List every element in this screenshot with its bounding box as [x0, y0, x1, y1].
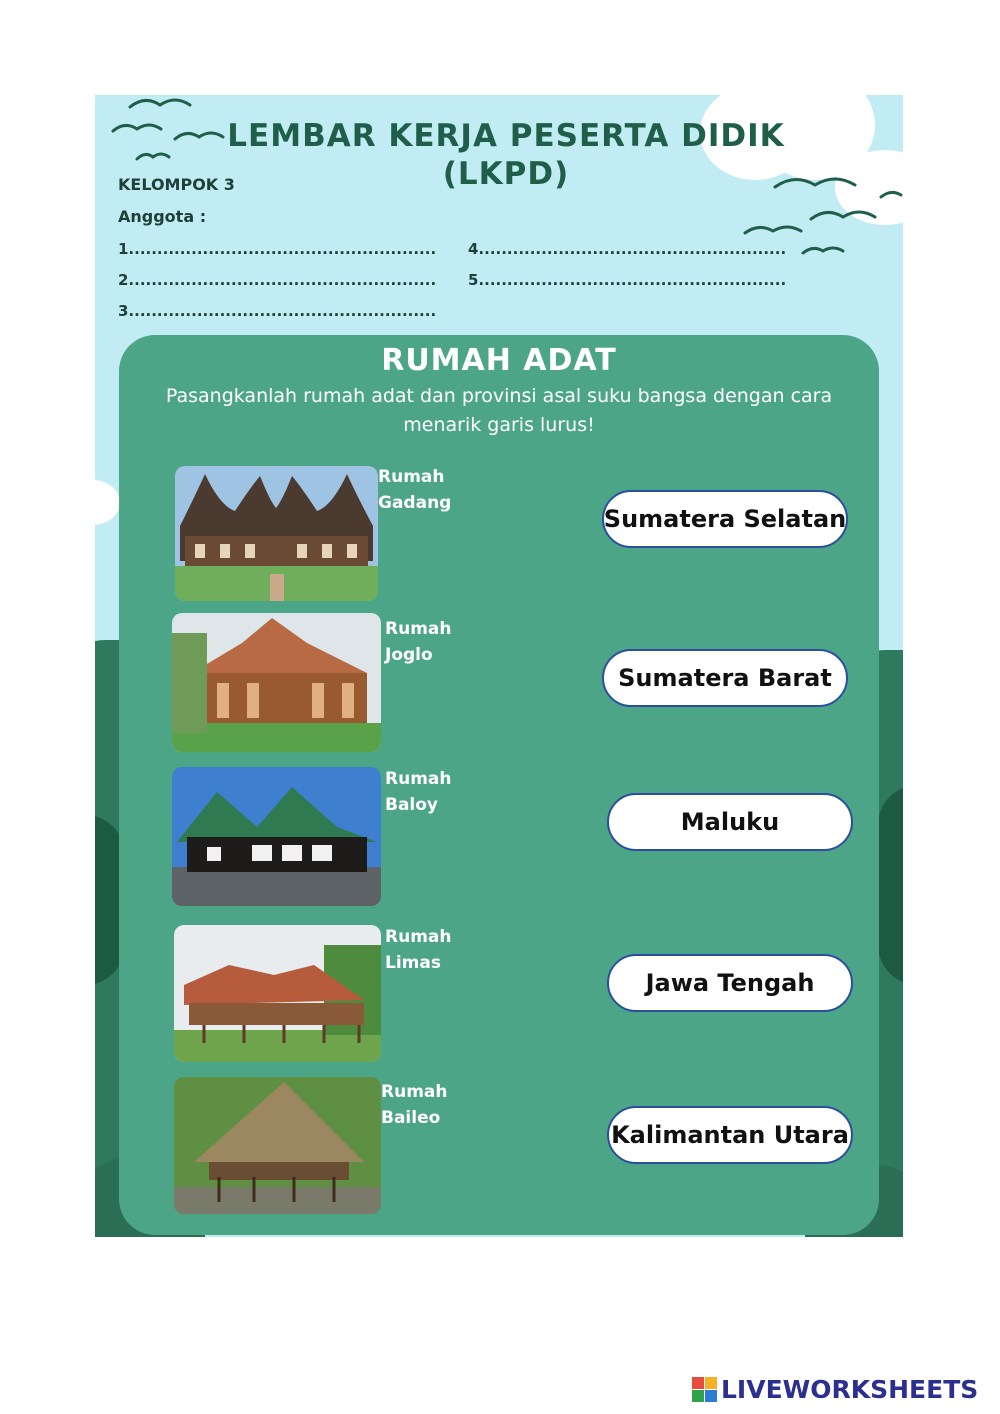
- members-label: Anggota :: [118, 207, 207, 226]
- house-label-line: Gadang: [378, 493, 452, 513]
- member-field-1[interactable]: 1......................................................: [118, 240, 437, 258]
- member-field-2[interactable]: 2......................................................: [118, 271, 437, 289]
- house-label-line: Baloy: [385, 795, 439, 815]
- member-field-5[interactable]: 5......................................................: [468, 271, 787, 289]
- house-label-line: Rumah: [385, 927, 452, 947]
- house-label-line: Rumah: [381, 1082, 448, 1102]
- house-label-line: Rumah: [385, 769, 452, 789]
- worksheet-page: [95, 95, 903, 1237]
- rumah-baloy-photo[interactable]: [172, 767, 381, 906]
- member-field-4[interactable]: 4......................................................: [468, 240, 787, 258]
- rumah-baileo-photo[interactable]: [174, 1077, 381, 1214]
- house-label-joglo: [385, 616, 451, 668]
- house-label-baileo: [381, 1079, 447, 1131]
- title-line-2: (LKPD): [442, 156, 570, 192]
- tree-right-dark: [878, 785, 903, 985]
- logo-square: [705, 1390, 717, 1402]
- logo-mark-icon: [692, 1377, 717, 1402]
- liveworksheets-logo: [692, 1375, 978, 1404]
- rumah-limas-photo[interactable]: [174, 925, 381, 1062]
- house-label-line: Rumah: [385, 619, 452, 639]
- instruction-line-1: Pasangkanlah rumah adat dan provinsi asal suku bangsa dengan cara: [165, 385, 833, 407]
- activity-instruction: [135, 382, 863, 440]
- logo-text: LIVEWORKSHEETS: [721, 1375, 979, 1404]
- province-option-sumatera-barat[interactable]: Sumatera Barat: [602, 649, 848, 707]
- activity-title: RUMAH ADAT: [381, 343, 617, 378]
- house-label-line: Joglo: [385, 645, 433, 665]
- group-label: KELOMPOK 3: [118, 175, 235, 194]
- cloud-shape: [95, 480, 120, 525]
- rumah-gadang-photo[interactable]: [175, 466, 378, 601]
- logo-square: [692, 1390, 704, 1402]
- house-label-line: Limas: [385, 953, 441, 973]
- member-field-3[interactable]: 3......................................................: [118, 302, 437, 320]
- logo-square: [692, 1377, 704, 1389]
- province-option-kalimantan-utara[interactable]: Kalimantan Utara: [607, 1106, 853, 1164]
- province-option-jawa-tengah[interactable]: Jawa Tengah: [607, 954, 853, 1012]
- province-option-sumatera-selatan[interactable]: Sumatera Selatan: [602, 490, 848, 548]
- rumah-joglo-photo[interactable]: [172, 613, 381, 752]
- logo-square: [705, 1377, 717, 1389]
- province-option-maluku[interactable]: Maluku: [607, 793, 853, 851]
- house-label-line: Rumah: [378, 467, 445, 487]
- house-label-line: Baileo: [381, 1108, 441, 1128]
- title-line-1: LEMBAR KERJA PESERTA DIDIK: [227, 118, 785, 154]
- instruction-line-2: menarik garis lurus!: [403, 414, 595, 436]
- house-label-limas: [385, 924, 451, 976]
- house-label-gadang: [378, 464, 451, 516]
- house-label-baloy: [385, 766, 451, 818]
